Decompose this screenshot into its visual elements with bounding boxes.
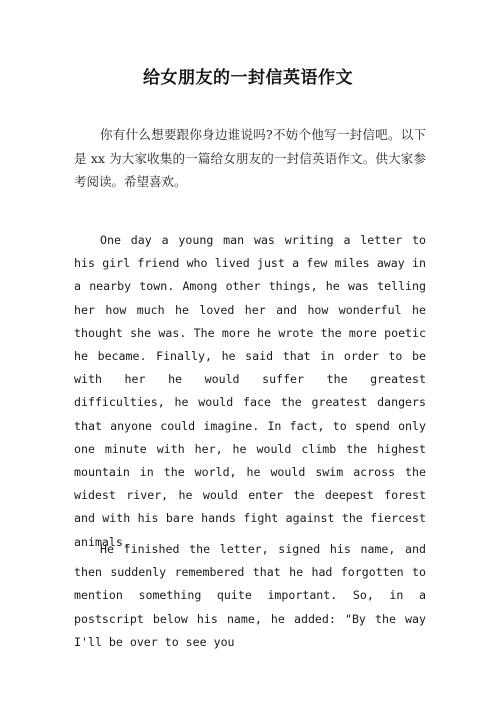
body-paragraph-1: One day a young man was writing a letter to his girl friend who lived just a few miles away in a nearby town. Among other things, he was telling her how much he loved her and how wonderful he thought she was. The more he wrote the more poetic he became. Finally, he said that in order to be with her he would suffer the greatest difficulties, he would face the greatest dangers that anyone could imagine. In fact, to spend only one minute with her, he would climb the highest mountain in the world, he would swim across the widest river, he would enter the deepest forest and with his bare hands fight against the fiercest animals. xyxy=(74,233,426,549)
intro-paragraph: 你有什么想要跟你身边谁说吗?不妨个他写一封信吧。以下是 xx 为大家收集的一篇给女朋友的一封信英语作文。供大家参考阅读。希望喜欢。 xyxy=(74,127,426,189)
body-paragraph-2: He finished the letter, signed his name, and then suddenly remembered that he had forgotten to mention something quite important. So, in a postscript below his name, he added: "By the way I'll be over to see you xyxy=(74,542,426,649)
document-title: 给女朋友的一封信英语作文 xyxy=(143,68,353,88)
